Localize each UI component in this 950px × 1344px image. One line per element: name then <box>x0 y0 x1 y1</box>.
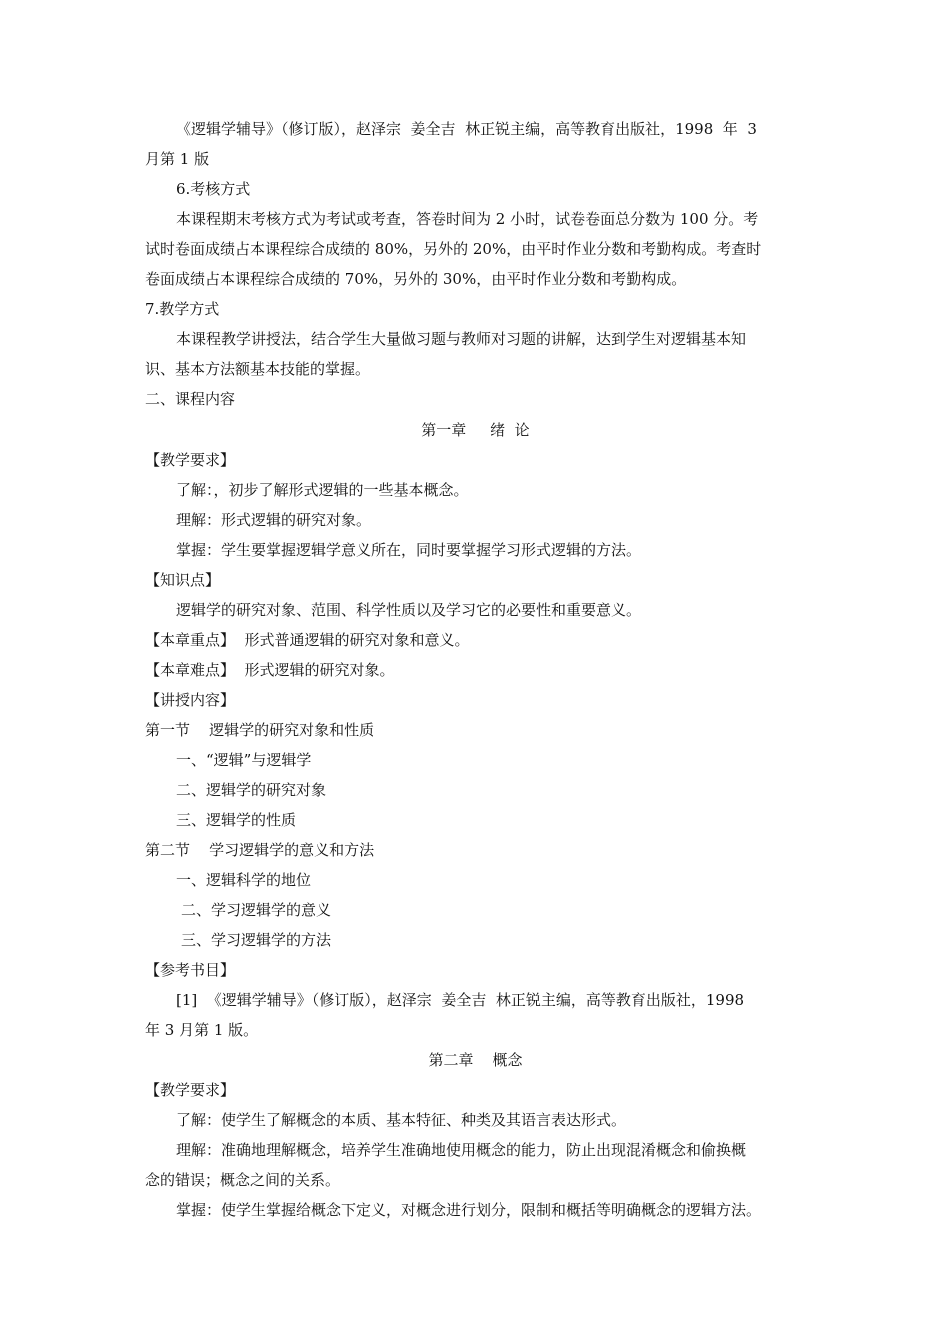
section-heading-teaching: 7.教学方式 <box>145 300 220 318</box>
list-item: 二、逻辑学的研究对象 <box>176 781 327 799</box>
bracket-heading: 【知识点】 <box>145 571 221 589</box>
paragraph-line: 本课程期末考核方式为考试或考查，答卷时间为 2 小时，试卷卷面总分数为 100 分。考 <box>176 210 759 228</box>
reference-text: 《逻辑学辅导》（修订版），赵泽宗 姜全吉 林正锐主编，高等教育出版社，1998 年 3 <box>176 120 757 138</box>
list-item: 了解：使学生了解概念的本质、基本特征、种类及其语言表达形式。 <box>176 1111 627 1129</box>
section-heading-assessment: 6.考核方式 <box>176 180 251 198</box>
paragraph-line: 卷面成绩占本课程综合成绩的 70%，另外的 30%，由平时作业分数和考勤构成。 <box>145 270 687 288</box>
list-item: 一、“逻辑”与逻辑学 <box>176 751 312 769</box>
paragraph-line: 本课程教学讲授法，结合学生大量做习题与教师对习题的讲解，达到学生对逻辑基本知 <box>176 330 747 348</box>
reference-entry: [1] 《逻辑学辅导》（修订版），赵泽宗 姜全吉 林正锐主编，高等教育出版社，1998 <box>176 991 745 1009</box>
list-item-cont: 念的错误；概念之间的关系。 <box>145 1171 341 1189</box>
section-title: 第一节 逻辑学的研究对象和性质 <box>145 721 375 739</box>
chapter-title: 第二章 概念 <box>428 1051 523 1069</box>
list-item: 了解：，初步了解形式逻辑的一些基本概念。 <box>176 481 469 499</box>
bracket-heading: 【教学要求】 <box>145 1081 236 1099</box>
difficulty-line: 【本章难点】 形式逻辑的研究对象。 <box>145 661 395 679</box>
section-heading-content: 二、课程内容 <box>145 390 236 408</box>
bracket-heading: 【讲授内容】 <box>145 691 236 709</box>
list-item: 理解：形式逻辑的研究对象。 <box>176 511 372 529</box>
paragraph-line: 识、基本方法额基本技能的掌握。 <box>145 360 371 378</box>
bracket-heading: 【教学要求】 <box>145 451 236 469</box>
list-item: 理解：准确地理解概念，培养学生准确地使用概念的能力，防止出现混淆概念和偷换概 <box>176 1141 747 1159</box>
key-point-line: 【本章重点】 形式普通逻辑的研究对象和意义。 <box>145 631 470 649</box>
list-item: 一、逻辑科学的地位 <box>176 871 312 889</box>
section-title: 第二节 学习逻辑学的意义和方法 <box>145 841 375 859</box>
reference-text-cont: 月第 1 版 <box>145 150 210 168</box>
paragraph-line: 试时卷面成绩占本课程综合成绩的 80%，另外的 20%，由平时作业分数和考勤构成。考查时 <box>145 240 762 258</box>
list-item: 三、学习逻辑学的方法 <box>181 931 332 949</box>
list-item: 二、学习逻辑学的意义 <box>181 901 332 919</box>
list-item: 掌握：学生要掌握逻辑学意义所在，同时要掌握学习形式逻辑的方法。 <box>176 541 642 559</box>
list-item: 三、逻辑学的性质 <box>176 811 297 829</box>
bracket-heading: 【参考书目】 <box>145 961 236 979</box>
list-item: 掌握：使学生掌握给概念下定义，对概念进行划分，限制和概括等明确概念的逻辑方法。 <box>176 1201 762 1219</box>
paragraph-line: 逻辑学的研究对象、范围、科学性质以及学习它的必要性和重要意义。 <box>176 601 642 619</box>
reference-entry-cont: 年 3 月第 1 版。 <box>145 1021 259 1039</box>
chapter-title: 第一章 绪 论 <box>421 421 530 439</box>
